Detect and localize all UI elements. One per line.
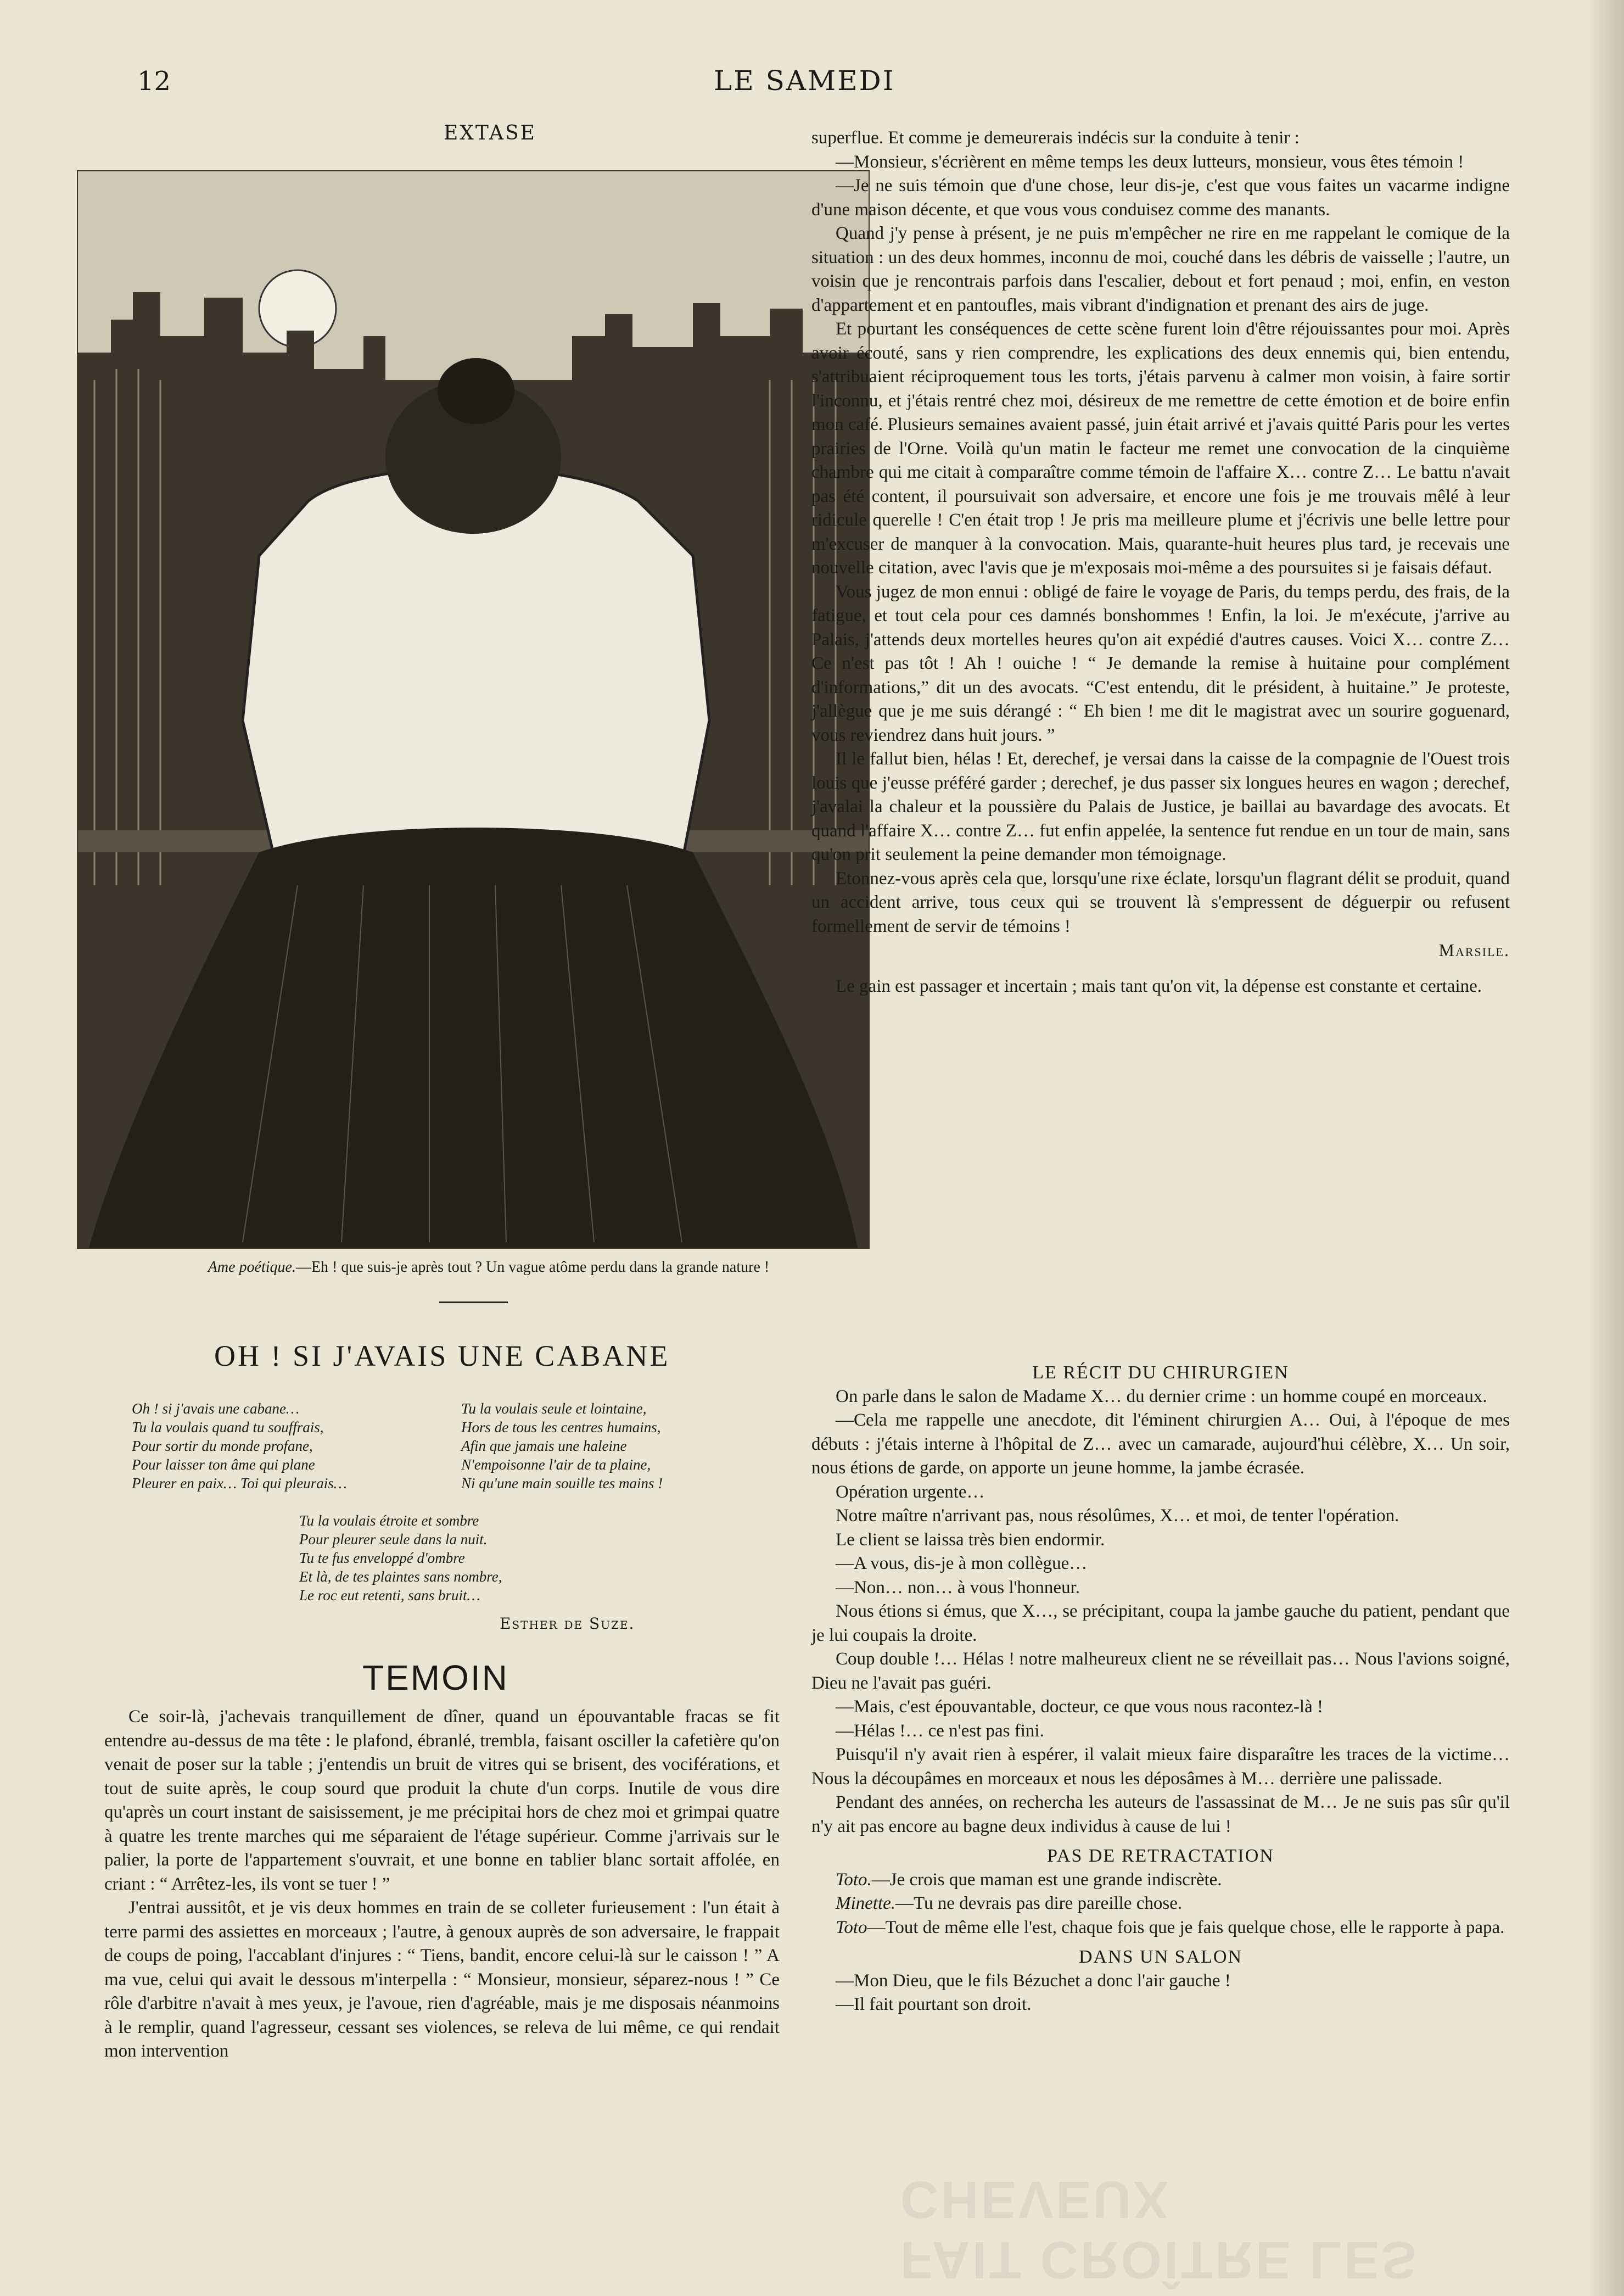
paragraph: Pendant des années, on rechercha les auteurs de l'assassinat de M… Je ne suis pas sûr qu'il n'y ait pas encore au bagne deux individus à cause de lui !	[811, 1792, 1510, 1836]
poem-line: N'empoisonne l'air de ta plaine,	[461, 1456, 651, 1473]
bleed-through-text: FAIT CROÎTRE LES CHEVEUX	[900, 2170, 1419, 2289]
poem-line: Pleurer en paix… Toi qui pleurais…	[132, 1475, 347, 1491]
poem-stanza-center	[299, 1511, 502, 1605]
figure-bun	[438, 358, 514, 424]
paragraph: Coup double !… Hélas ! notre malheureux client ne se réveillait pas… Nous l'avions soigné, Dieu ne l'avait pas guéri.	[811, 1649, 1510, 1693]
speaker: Toto.	[836, 1869, 872, 1890]
poem-line: Tu la voulais étroite et sombre	[299, 1512, 479, 1529]
speech: —Tu ne devrais pas dire pareille chose.	[895, 1893, 1183, 1913]
paragraph: —A vous, dis-je à mon collègue…	[836, 1554, 1088, 1573]
poem-line: Hors de tous les centres humains,	[461, 1419, 661, 1435]
temoin-right-column	[811, 126, 1510, 998]
paragraph: Ce soir-là, j'achevais tranquillement de dîner, quand un épouvantable fracas se fit entendre au-dessus de ma tête : le plafond, ébranlé, trembla, faisant osciller la cafetière qu'on venait de poser sur la table ; j'entendis un bruit de vitres qui se brisent, des vociférations, et tout de suite après, le coup sourd que produit la chute d'un corps. Inutile de vous dire qu'après un court instant de saisissement, je me précipitai hors de chez moi et grimpai quatre à quatre les trente marches qui me séparaient de l'étage supérieur. Comme j'arrivais sur le palier, la porte de l'appartement s'ouvrait, et une bonne en tablier blanc sortait affolée, en criant : “ Arrêtez-les, ils vont se tuer ! ”	[104, 1707, 780, 1894]
poem-line: Pour laisser ton âme qui plane	[132, 1456, 315, 1473]
caption-speaker: Ame poétique.	[208, 1259, 296, 1276]
caption-text: —Eh ! que suis-je après tout ? Un vague atôme perdu dans la grande nature !	[295, 1259, 770, 1276]
paragraph: J'entrai aussitôt, et je vis deux hommes en train de se colleter furieusement : l'un était à terre parmi des assiettes en morceaux ; l'autre, à genoux auprès de son adversaire, le frappait de coups de poing, l'accablant d'injures : “ Tiens, bandit, encore celui-là sur le caisson ! ” A ma vue, celui qui avait le dessous m'interpella : “ Monsieur, monsieur, séparez-nous ! ” Ce rôle d'arbitre n'avait à mes yeux, je l'avoue, rien d'agréable, mais je me disposais néanmoins à le remplir, quand l'agresseur, cessant ses violences, se releva de lui même, ce qui rendait mon intervention	[104, 1898, 780, 2061]
paragraph: Vous jugez de mon ennui : obligé de faire le voyage de Paris, du temps perdu, des frais, de la fatigue, et tout cela pour ces damnés bonshommes ! Enfin, la loi. Je m'exécute, j'arrive au Palais, j'attends deux mortelles heures qu'on ait expédié d'autres causes. Voici X… contre Z… Ce n'est pas tôt ! Ah ! ouiche ! “ Je demande la remise à huitaine pour complément d'informations,” dit un des avocats. “C'est entendu, dit le président, à huitaine.” Je proteste, j'allègue que je me suis dérangé : “ Eh bien ! me dit le magistrat avec un sourire goguenard, vous reviendrez dans huit jours. ”	[811, 582, 1510, 745]
retractation-title: PAS DE RETRACTATION	[1047, 1846, 1274, 1866]
right-column-stories	[811, 1361, 1510, 2017]
paragraph: Quand j'y pense à présent, je ne puis m'empêcher ne rire en me rappelant le comique de la situation : un des deux hommes, inconnu de moi, couché dans les débris de vaisselle ; l'autre, un voisin que je rencontrais parfois dans l'escalier, debout et fort penaud ; moi, enfin, en veston d'appartement et en pantoufles, mais vibrant d'indignation et prenant des airs de juge.	[811, 224, 1510, 315]
speech: —Je crois que maman est une grande indiscrète.	[871, 1869, 1222, 1890]
dialogue-line	[811, 1892, 1510, 1916]
paragraph: Etonnez-vous après cela que, lorsqu'une rixe éclate, lorsqu'un flagrant délit se produit, quand un accident arrive, tous ceux qui se trouvent là s'empressent de déguerpir ou refusent formellement de servir de témoins !	[811, 868, 1510, 936]
paragraph: Il le fallut bien, hélas ! Et, derechef, je versai dans la caisse de la compagnie de l'Ouest trois louis que j'eusse préféré garder ; derechef, je dus passer six longues heures en wagon ; derechef, j'avalai la chaleur et la poussière du Palais de Justice, je baillai au bavardage des avocats. Et quand l'affaire X… contre Z… fut enfin appelée, la sentence fut rendue en un tour de main, sans qu'on prit seulement la peine demander mon témoignage.	[811, 749, 1510, 864]
paragraph: —Mais, c'est épouvantable, docteur, ce que vous nous racontez-là !	[836, 1697, 1323, 1717]
dialogue-line	[811, 1916, 1510, 1940]
speaker: Minette.	[836, 1893, 896, 1913]
paragraph: Le client se laissa très bien endormir.	[836, 1529, 1105, 1550]
poem-line: Ni qu'une main souille tes mains !	[461, 1475, 663, 1491]
illustration-title: EXTASE	[444, 122, 536, 144]
temoin-left-column	[104, 1705, 780, 2064]
illustration-extase	[77, 170, 870, 1249]
maxim: Le gain est passager et incertain ; mais tant qu'on vit, la dépense est constante et certaine.	[836, 976, 1482, 996]
illustration-drawing	[78, 171, 869, 1248]
poem-line: Pour pleurer seule dans la nuit.	[299, 1531, 488, 1548]
paragraph: superflue. Et comme je demeurerais indécis sur la conduite à tenir :	[811, 128, 1300, 148]
paragraph: Et pourtant les conséquences de cette scène furent loin d'être réjouissantes pour moi. Après avoir écouté, sans y rien comprendre, les explications des deux ennemis qui, bien entendu, s'attribuaient réciproquement tous les torts, j'étais parvenu à calmer mon voisin, à faire sortir l'inconnu, et j'étais rentré chez moi, désireux de me remettre de cette émotion et de boire enfin mon café. Plusieurs semaines avaient passé, juin était arrivé et j'avais quitté Paris pour les vertes prairies de l'Orne. Voilà qu'un matin le facteur me remet une convocation de la cinquième chambre qui me citait à comparaître comme témoin de l'affaire X… contre Z… Le battu n'avait pas été content, il poursuivait son adversaire, et encore une fois je me trouvais mêlé à leur ridicule querelle ! C'en était trop ! Je pris ma meilleure plume et j'écrivis une belle lettre pour m'excuser de manquer à la convocation. Mais, quarante-huit heures plus tard, je recevais une nouvelle citation, avec l'avis que je m'exposais moi-même a des poursuites si je faisais défaut.	[811, 319, 1510, 578]
poem-stanza-left	[132, 1399, 347, 1493]
poem-title: OH ! SI J'AVAIS UNE CABANE	[214, 1339, 670, 1372]
speech: —Tout de même elle l'est, chaque fois que je fais quelque chose, elle le rapporte à papa.	[867, 1917, 1505, 1937]
illustration-caption	[110, 1259, 867, 1276]
poem-line: Tu la voulais seule et lointaine,	[461, 1400, 647, 1417]
poem-author: Esther de Suze.	[500, 1615, 635, 1633]
poem-stanza-right	[461, 1399, 663, 1493]
paragraph: Nous étions si émus, que X…, se précipitant, coupa la jambe gauche du patient, pendant que je lui coupais la droite.	[811, 1601, 1510, 1645]
poem-line: Tu te fus enveloppé d'ombre	[299, 1550, 465, 1566]
page-number: 12	[137, 66, 171, 97]
poem-line: Tu la voulais quand tu souffrais,	[132, 1419, 324, 1435]
poem-line: Le roc eut retenti, sans bruit…	[299, 1587, 480, 1604]
paragraph: —Monsieur, s'écrièrent en même temps les deux lutteurs, monsieur, vous êtes témoin !	[836, 152, 1464, 172]
poem-line: Oh ! si j'avais une cabane…	[132, 1400, 299, 1417]
dialogue-line: —Mon Dieu, que le fils Bézuchet a donc l'air gauche !	[836, 1970, 1231, 1991]
paragraph: —Cela me rappelle une anecdote, dit l'éminent chirurgien A… Oui, à l'époque de mes débuts : j'étais interne à l'hôpital de Z… avec un camarade, aujourd'hui célèbre, X… Un soir, nous étions de garde, on apporte un jeune homme, la jambe écrasée.	[811, 1410, 1510, 1478]
paragraph: —Je ne suis témoin que d'une chose, leur dis-je, c'est que vous faites un vacarme indigne d'une maison décente, et que vous vous conduisez comme des manants.	[811, 176, 1510, 220]
poem-line: Pour sortir du monde profane,	[132, 1438, 313, 1454]
article-author: Marsile.	[1438, 940, 1510, 960]
section-rule	[439, 1301, 508, 1303]
paragraph: Puisqu'il n'y avait rien à espérer, il valait mieux faire disparaître les traces de la victime… Nous la découpâmes en morceaux et nous les déposâmes à M… derrière une palissade.	[811, 1745, 1510, 1789]
salon-title: DANS UN SALON	[1078, 1947, 1243, 1967]
paragraph: —Non… non… à vous l'honneur.	[836, 1577, 1080, 1597]
speaker: Toto	[836, 1917, 867, 1937]
paragraph: Opération urgente…	[836, 1482, 985, 1502]
poem-line: Et là, de tes plaintes sans nombre,	[299, 1568, 502, 1585]
article-title: TEMOIN	[362, 1658, 509, 1697]
dialogue-line	[811, 1868, 1510, 1892]
poem-line: Afin que jamais une haleine	[461, 1438, 627, 1454]
paragraph: On parle dans le salon de Madame X… du dernier crime : un homme coupé en morceaux.	[836, 1386, 1487, 1406]
dialogue-line: —Il fait pourtant son droit.	[836, 1995, 1032, 2014]
recit-title: LE RÉCIT DU CHIRURGIEN	[1032, 1362, 1289, 1383]
paragraph: Notre maître n'arrivant pas, nous résolûmes, X… et moi, de tenter l'opération.	[836, 1506, 1399, 1526]
paragraph: —Hélas !… ce n'est pas fini.	[836, 1720, 1044, 1741]
running-title: LE SAMEDI	[714, 65, 895, 97]
